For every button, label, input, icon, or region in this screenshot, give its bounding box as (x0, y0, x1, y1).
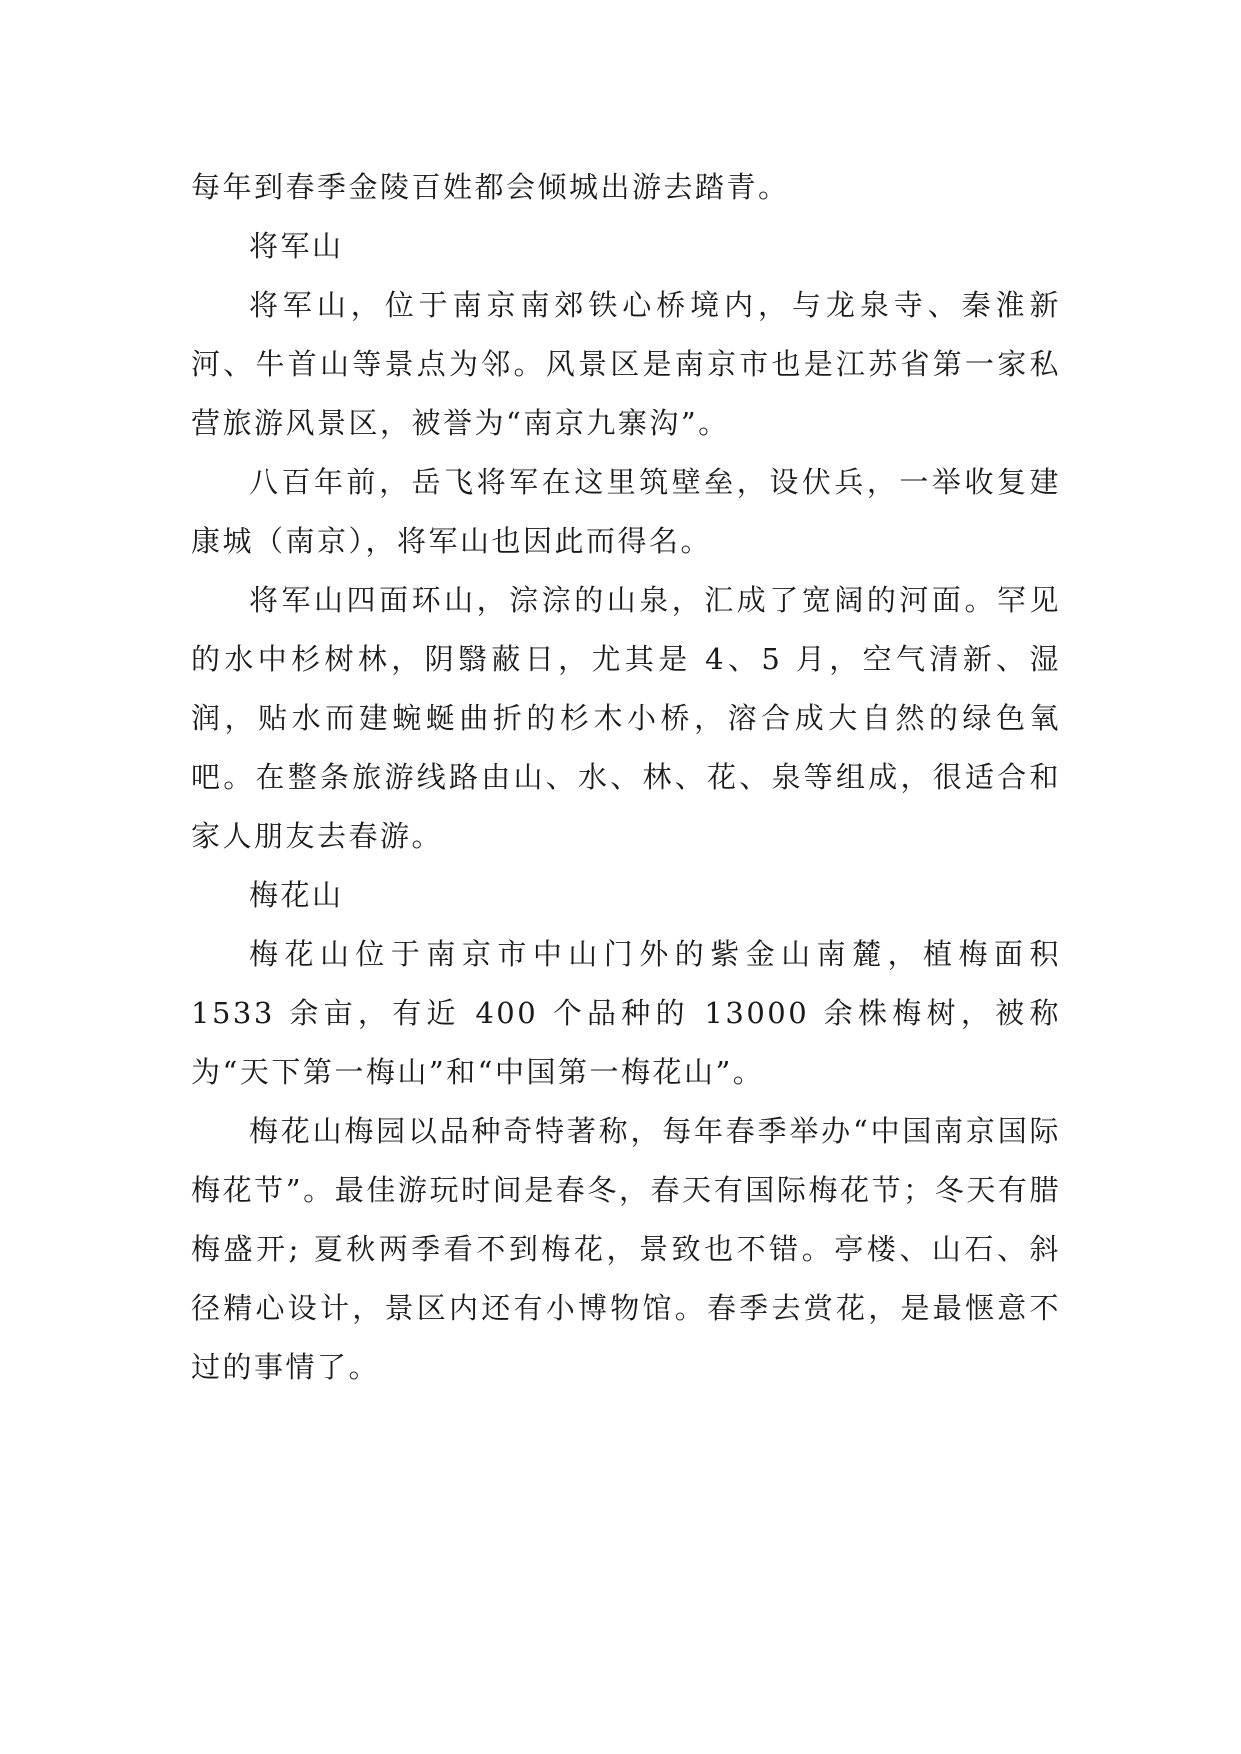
section-heading-meihuashan: 梅花山 (249, 878, 344, 912)
paragraph-jiangjunshan-location: 将军山，位于南京南郊铁心桥境内，与龙泉寺、秦淮新河、牛首山等景点为邻。风景区是南京市也是江苏省第一家私营旅游风景区，被誉为“南京九寨沟”。 (191, 288, 1061, 440)
paragraph-intro-continuation: 每年到春季金陵百姓都会倾城出游去踏青。 (191, 170, 790, 204)
section-heading-jiangjunshan: 将军山 (249, 229, 344, 263)
paragraph-meihuashan-garden: 梅花山梅园以品种奇特著称，每年春季举办“中国南京国际梅花节”。最佳游玩时间是春冬，春天有国际梅花节；冬天有腊梅盛开; 夏秋两季看不到梅花，景致也不错。亭楼、山石、斜径精心设计，景区内还有小博物馆。春季去赏花，是最惬意不过的事情了。 (191, 1114, 1061, 1384)
paragraph-meihuashan-location: 梅花山位于南京市中山门外的紫金山南麓，植梅面积 1533 余亩，有近 400 个品种的 13000 余株梅树，被称为“天下第一梅山”和“中国第一梅花山”。 (191, 937, 1061, 1089)
paragraph-jiangjunshan-scenery: 将军山四面环山，淙淙的山泉，汇成了宽阔的河面。罕见的水中杉树林，阴翳蔽日，尤其是 4、5 月，空气清新、湿润，贴水而建蜿蜒曲折的杉木小桥，溶合成大自然的绿色氧吧。在整条旅游线路由山、水、林、花、泉等组成，很适合和家人朋友去春游。 (191, 583, 1061, 853)
document-body (191, 158, 1061, 1397)
paragraph-jiangjunshan-history: 八百年前，岳飞将军在这里筑壁垒，设伏兵，一举收复建康城（南京），将军山也因此而得名。 (191, 465, 1061, 558)
